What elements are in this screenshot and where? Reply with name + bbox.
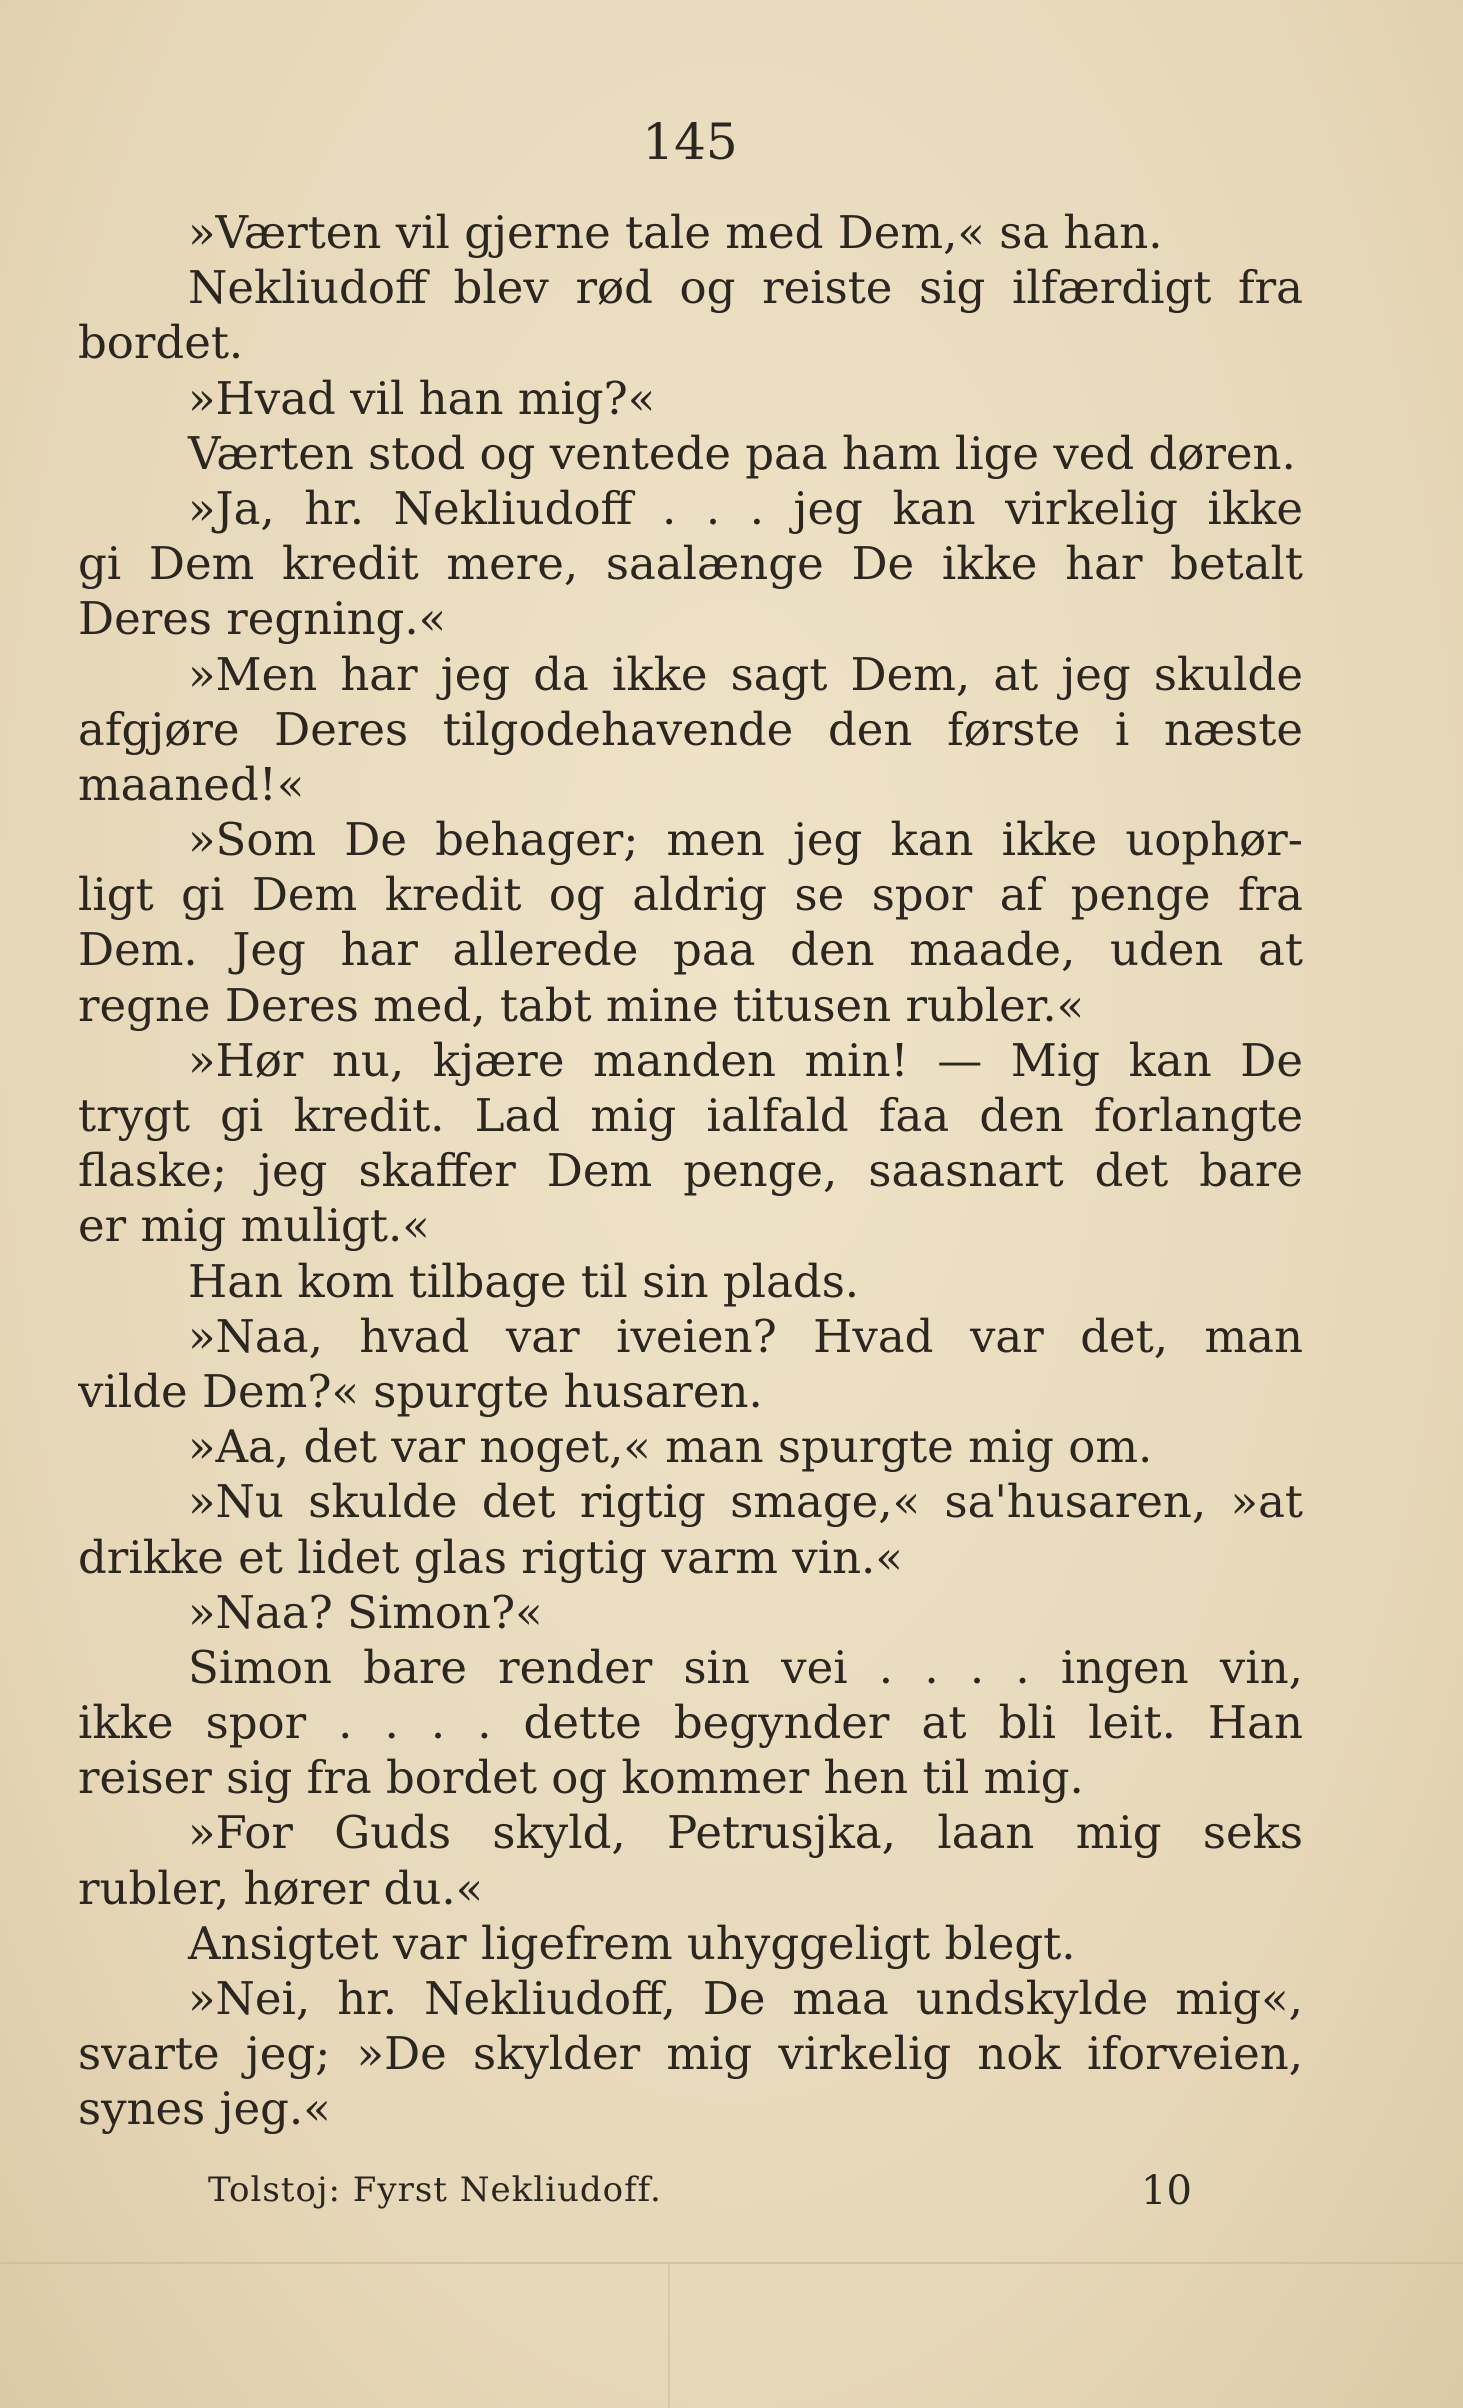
signature-mark: 10 xyxy=(1141,2168,1192,2214)
text-line: Han kom tilbage til sin plads. xyxy=(188,1254,860,1308)
text-line: »Naa, hvad var iveien? Hvad var det, man xyxy=(188,1309,1303,1363)
text-line: vilde Dem?« spurgte husaren. xyxy=(78,1364,763,1418)
text-line: flaske; jeg skaffer Dem penge, saasnart det bare xyxy=(78,1144,1303,1198)
text-line: synes jeg.« xyxy=(78,2082,331,2136)
text-line: »Værten vil gjerne tale med Dem,« sa han. xyxy=(188,206,1163,259)
page-fold-mark xyxy=(668,2262,670,2408)
text-line: »For Guds skyld, Petrusjka, laan mig seks xyxy=(188,1806,1303,1860)
text-line: afgjøre Deres tilgodehavende den første i næste xyxy=(78,702,1303,756)
text-line: »Nu skulde det rigtig smage,« sa'husaren, »at xyxy=(188,1475,1303,1529)
text-line: Dem. Jeg har allerede paa den maade, uden at xyxy=(78,923,1303,977)
text-line: »Hør nu, kjære manden min! — Mig kan De xyxy=(188,1033,1303,1087)
text-line: Nekliudoff blev rød og reiste sig ilfærdigt fra xyxy=(188,261,1303,315)
page-edge-rule xyxy=(0,2262,1463,2264)
text-line: »Nei, hr. Nekliudoff, De maa undskylde mig«, xyxy=(188,1972,1303,2025)
text-line: er mig muligt.« xyxy=(78,1199,430,1253)
page-number: 145 xyxy=(642,113,738,171)
text-line: reiser sig fra bordet og kommer hen til mig. xyxy=(78,1751,1084,1805)
footer-credit: Tolstoj: Fyrst Nekliudoff. xyxy=(208,2170,662,2210)
text-line: drikke et lidet glas rigtig varm vin.« xyxy=(78,1530,903,1584)
text-line: »Naa? Simon?« xyxy=(188,1585,543,1639)
text-line: »Aa, det var noget,« man spurgte mig om. xyxy=(188,1420,1153,1474)
text-line: Værten stod og ventede paa ham lige ved døren. xyxy=(188,426,1296,480)
text-line: gi Dem kredit mere, saalænge De ikke har betalt xyxy=(78,537,1303,591)
text-line: ikke spor . . . . dette begynder at bli leit. Han xyxy=(78,1696,1303,1750)
page-footer xyxy=(78,2160,1303,2220)
text-line: Deres regning.« xyxy=(78,592,447,646)
text-line: »Ja, hr. Nekliudoff . . . jeg kan virkelig ikke xyxy=(188,481,1303,535)
text-line: svarte jeg; »De skylder mig virkelig nok iforveien, xyxy=(78,2027,1303,2081)
text-line: ligt gi Dem kredit og aldrig se spor af penge fra xyxy=(78,868,1303,922)
text-line: Ansigtet var ligefrem uhyggeligt blegt. xyxy=(188,1916,1076,1970)
text-line: bordet. xyxy=(78,316,244,370)
text-line: »Som De behager; men jeg kan ikke uophør- xyxy=(188,813,1303,867)
text-line: maaned!« xyxy=(78,757,305,811)
text-line: rubler, hører du.« xyxy=(78,1861,484,1915)
body-text xyxy=(78,205,1303,2137)
text-line: »Hvad vil han mig?« xyxy=(188,371,656,425)
text-line: regne Deres med, tabt mine titusen rubler.« xyxy=(78,978,1085,1032)
text-line: trygt gi kredit. Lad mig ialfald faa den forlangte xyxy=(78,1089,1303,1142)
text-line: »Men har jeg da ikke sagt Dem, at jeg skulde xyxy=(188,647,1303,701)
text-line: Simon bare render sin vei . . . . ingen vin, xyxy=(188,1640,1303,1694)
